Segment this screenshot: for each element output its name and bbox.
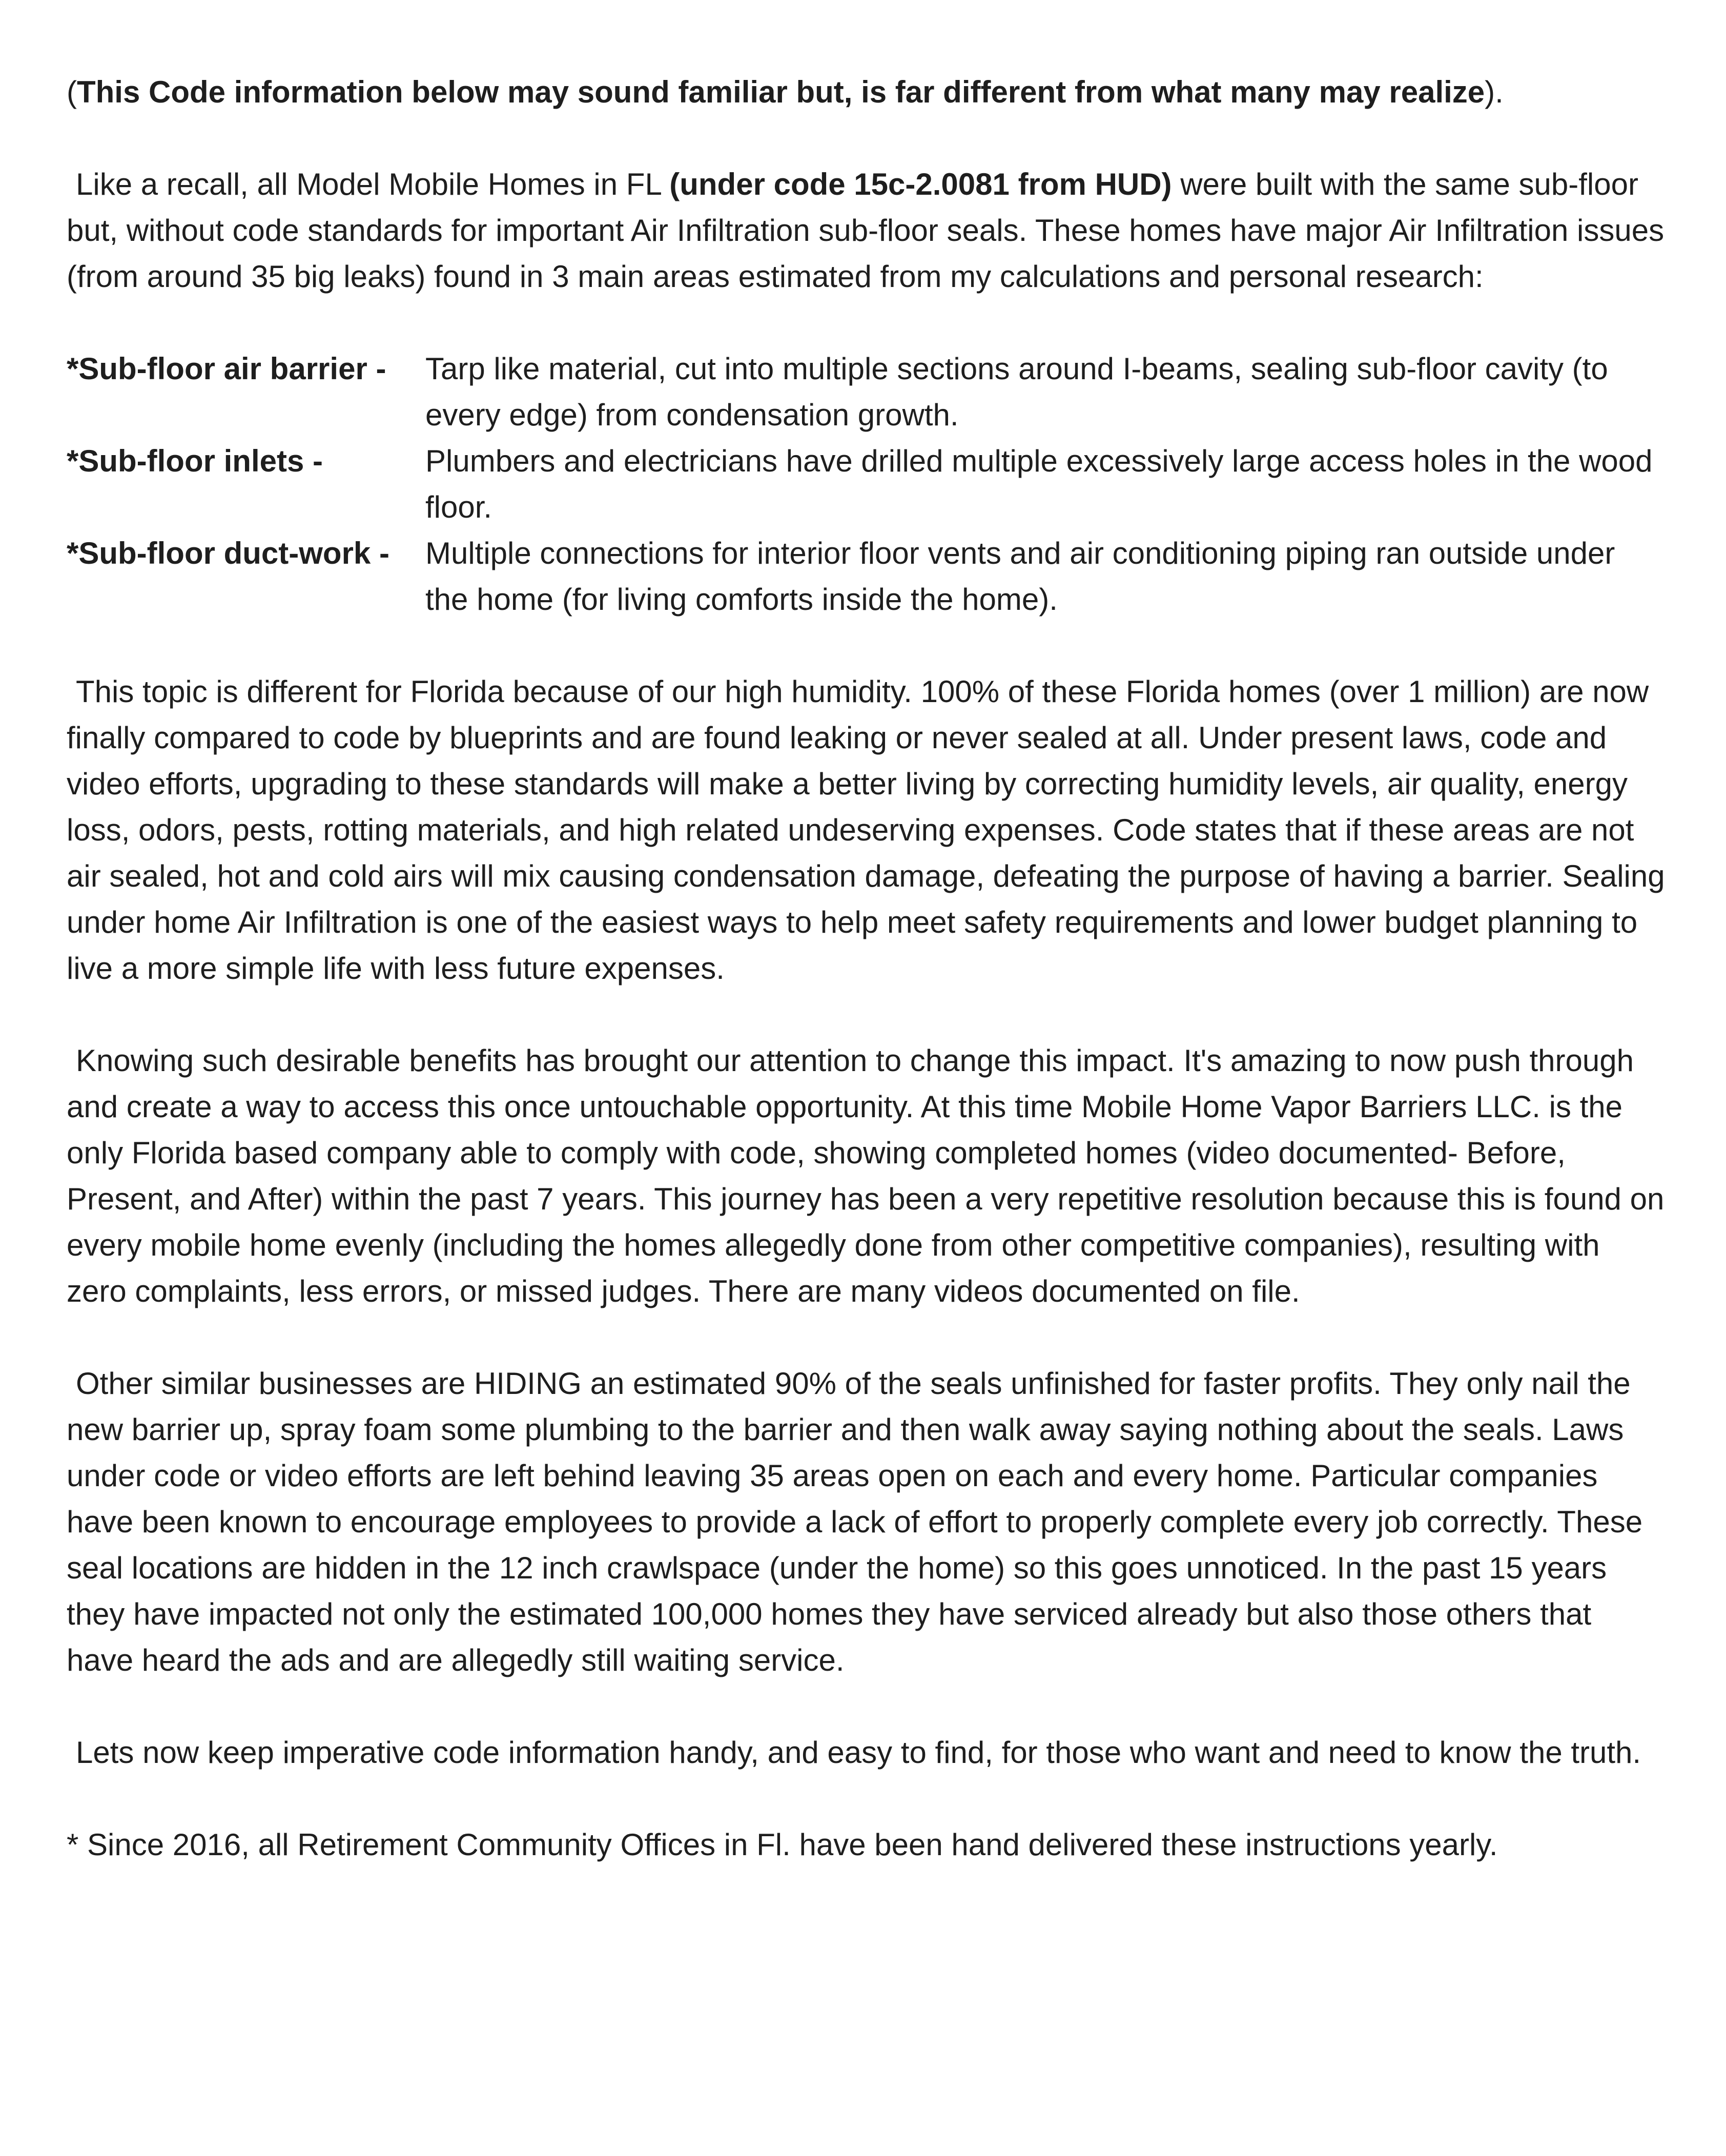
intro-text-start: Like a recall, all Model Mobile Homes in FL	[76, 167, 670, 201]
headline-title: This Code information below may sound familiar but, is far different from what many may realize	[76, 75, 1485, 109]
leak-area-item	[67, 530, 1666, 623]
headline-close-paren: ).	[1485, 75, 1504, 109]
intro-text-end: were built with the same sub-floor but, without code standards for important Air Infiltration sub-floor seals. These homes have major Air Infiltration issues (from around 35 big leaks) found in 3 main areas estimated from my calculations and personal research:	[67, 167, 1665, 294]
intro-paragraph	[67, 161, 1666, 300]
intro-code-reference: (under code 15c-2.0081 from HUD)	[669, 167, 1172, 201]
leak-area-description: Plumbers and electricians have drilled multiple excessively large access holes in the wood floor.	[425, 444, 1653, 524]
leak-area-item	[67, 346, 1666, 438]
headline-open-paren: (	[67, 75, 77, 109]
leak-area-term: *Sub-floor inlets -	[67, 444, 323, 478]
document-page	[67, 69, 1666, 1868]
closing-paragraph: Lets now keep imperative code information handy, and easy to find, for those who want and need to know the truth.	[76, 1735, 1641, 1770]
leak-area-term: *Sub-floor air barrier -	[67, 352, 386, 386]
competitors-paragraph: Other similar businesses are HIDING an estimated 90% of the seals unfinished for faster profits. They only nail the new barrier up, spray foam some plumbing to the barrier and then walk away saying nothing about the seals. Laws under code or video efforts are left behind leaving 35 areas open on each and every home. Particular companies have been known to encourage employees to provide a lack of effort to properly complete every job correctly. These seal locations are hidden in the 12 inch crawlspace (under the home) so this goes unnoticed. In the past 15 years they have impacted not only the estimated 100,000 homes they have serviced already but also those others that have heard the ads and are allegedly still waiting service.	[67, 1366, 1643, 1677]
benefits-paragraph: Knowing such desirable benefits has brought our attention to change this impact. It's amazing to now push through and create a way to access this once untouchable opportunity. At this time Mobile Home Vapor Barriers LLC. is the only Florida based company able to comply with code, showing completed homes (video documented- Before, Present, and After) within the past 7 years. This journey has been a very repetitive resolution because this is found on every mobile home evenly (including the homes allegedly done from other competitive companies), resulting with zero complaints, less errors, or missed judges. There are many videos documented on file.	[67, 1043, 1665, 1308]
footer-note: * Since 2016, all Retirement Community Offices in Fl. have been hand delivered these instructions yearly.	[67, 1828, 1498, 1862]
leak-area-term: *Sub-floor duct-work -	[67, 536, 389, 570]
leak-areas-list	[67, 346, 1666, 623]
leak-area-description: Multiple connections for interior floor vents and air conditioning piping ran outside under the home (for living comforts inside the home).	[425, 536, 1615, 617]
document-headline	[67, 69, 1666, 115]
leak-area-description: Tarp like material, cut into multiple sections around I-beams, sealing sub-floor cavity (to every edge) from condensation growth.	[425, 352, 1608, 432]
humidity-paragraph: This topic is different for Florida because of our high humidity. 100% of these Florida homes (over 1 million) are now finally compared to code by blueprints and are found leaking or never sealed at all. Under present laws, code and video efforts, upgrading to these standards will make a better living by correcting humidity levels, air quality, energy loss, odors, pests, rotting materials, and high related undeserving expenses. Code states that if these areas are not air sealed, hot and cold airs will mix causing condensation damage, defeating the purpose of having a barrier. Sealing under home Air Infiltration is one of the easiest ways to help meet safety requirements and lower budget planning to live a more simple life with less future expenses.	[67, 674, 1665, 985]
leak-area-item	[67, 438, 1666, 530]
